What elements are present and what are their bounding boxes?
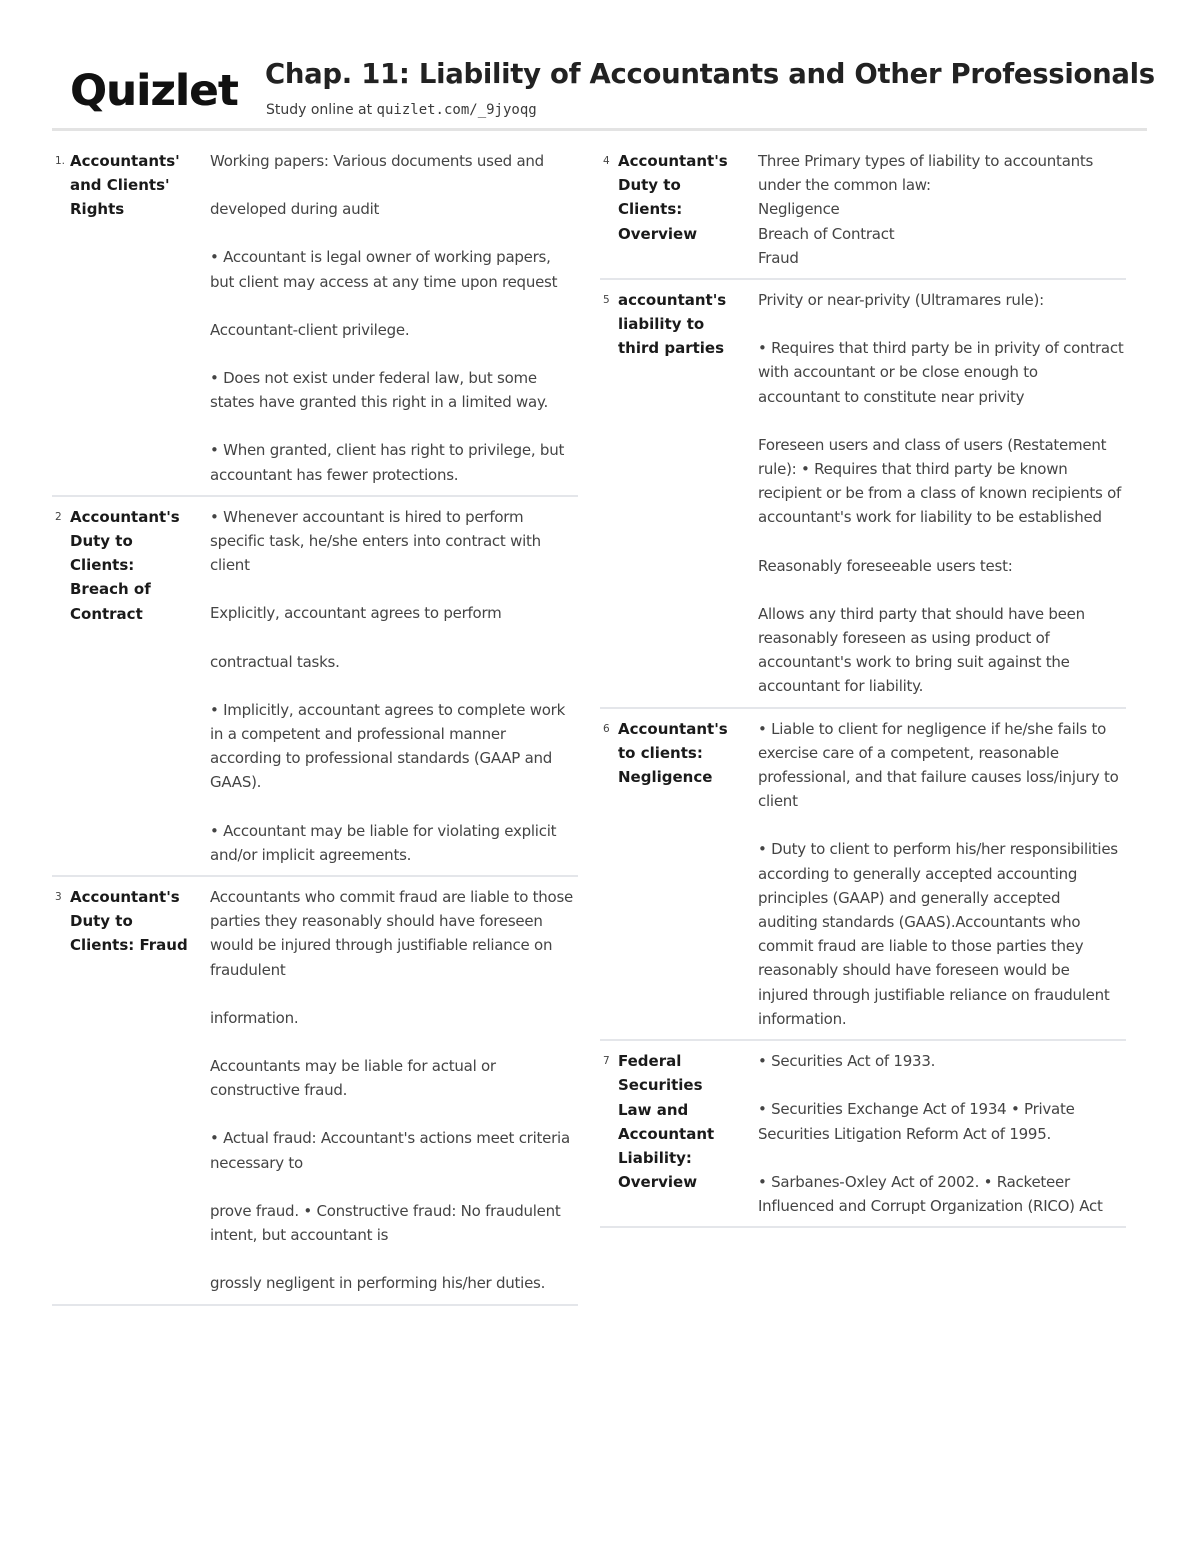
left-column [52,149,578,1314]
card-number: 1. [55,155,66,167]
definition-paragraph: Reasonably foreseeable users test: [758,556,1013,575]
subtitle-prefix: Study online at [266,102,377,118]
definition-paragraph: • Accountant may be liable for violating explicit and/or implicit agreements. [210,821,557,864]
card-definition [758,149,1124,270]
card-term: accountant's liability to third parties [618,291,727,358]
card-number: 7 [603,1055,610,1068]
definition-paragraph: • Does not exist under federal law, but some states have granted this right in a limited way. [210,369,548,412]
definition-paragraph: information. [210,1008,299,1027]
definition-paragraph: • When granted, client has right to privilege, but accountant has fewer protections. [210,441,565,484]
definition-paragraph: • Implicitly, accountant agrees to complete work in a competent and professional manner according to professional standards (GAAP and GAAS). [210,700,566,792]
card-number: 5 [603,294,610,307]
definition-paragraph: grossly negligent in performing his/her duties. [210,1274,546,1293]
card-number: 2 [55,510,62,523]
definition-paragraph: Three Primary types of liability to accountants under the common law: Negligence Breach of Contract Fraud [758,152,1094,267]
card-definition [210,885,576,1295]
definition-paragraph: Accountants may be liable for actual or constructive fraud. [210,1057,496,1100]
card-definition [210,149,576,487]
definition-paragraph: Working papers: Various documents used and [210,152,544,170]
flashcard [52,149,578,497]
card-number: 4 [603,155,610,167]
definition-paragraph: • Actual fraud: Accountant's actions meet criteria necessary to [210,1129,570,1172]
card-definition [758,288,1124,699]
definition-paragraph: prove fraud. • Constructive fraud: No fraudulent intent, but accountant is [210,1201,561,1245]
card-term: Accountant's Duty to Clients: Overview [618,152,728,243]
card-definition [758,1049,1124,1218]
card-term: Accountant's Duty to Clients: Breach of Contract [70,507,180,623]
definition-paragraph: • Sarbanes-Oxley Act of 2002. • Racketeer Influenced and Corrupt Organization (RICO) Act [758,1172,1103,1215]
card-term: Accountant's Duty to Clients: Fraud [70,888,188,955]
definition-paragraph: Privity or near-privity (Ultramares rule): [758,291,1044,310]
quizlet-logo: Quizlet [70,66,238,116]
definition-paragraph: • Securities Exchange Act of 1934 • Private Securities Litigation Reform Act of 1995. [758,1100,1075,1143]
definition-paragraph: • Requires that third party be in privity of contract with accountant or be close enough to accountant to constitute near privity [758,339,1124,406]
definition-paragraph: • Duty to client to perform his/her responsibilities according to generally accepted accounting principles (GAAP) and generally accepted auditing standards (GAAS).Accountants who commit fraud are liable to those parties they reasonably should have foreseen would be injured through justifiable reliance on fraudulent information. [758,840,1118,1028]
definition-paragraph: • Whenever accountant is hired to perform specific task, he/she enters into contract with client [210,507,541,575]
definition-paragraph: Foreseen users and class of users (Restatement rule): • Requires that third party be known recipient or be from a class of known recipients of accountant's work for liability to be established [758,435,1122,527]
card-definition [210,505,576,867]
flashcard [52,505,578,877]
card-term: Federal Securities Law and Accountant Liability: Overview [618,1052,715,1192]
definition-paragraph: • Accountant is legal owner of working papers, but client may access at any time upon request [210,248,558,291]
flashcard [600,149,1126,280]
definition-paragraph: contractual tasks. [210,652,340,671]
definition-paragraph: • Liable to client for negligence if he/she fails to exercise care of a competent, reasonable professional, and that failure causes loss/injury to client [758,719,1119,811]
definition-paragraph: • Securities Act of 1933. [758,1052,936,1071]
right-column [600,149,1126,1236]
header-divider [52,128,1147,131]
flashcard [600,717,1126,1041]
card-definition [758,717,1124,1031]
flashcard [600,288,1126,709]
definition-paragraph: Explicitly, accountant agrees to perform [210,604,502,623]
study-online-subtitle [266,102,537,118]
page-title: Chap. 11: Liability of Accountants and Other Professionals [265,58,1155,90]
card-term: Accountant's to clients: Negligence [618,719,728,787]
flashcard [600,1049,1126,1228]
definition-paragraph: Allows any third party that should have been reasonably foreseen as using product of accountant's work to bring suit against the accountant for liability. [758,604,1085,696]
definition-paragraph: Accountant-client privilege. [210,320,410,339]
study-url: quizlet.com/_9jyoqg [376,102,537,118]
definition-paragraph: developed during audit [210,200,380,219]
card-term: Accountants' and Clients' Rights [70,152,180,219]
card-number: 6 [603,722,610,735]
flashcard [52,885,578,1305]
card-number: 3 [55,891,62,904]
definition-paragraph: Accountants who commit fraud are liable to those parties they reasonably should have foreseen would be injured through justifiable reliance on fraudulent [210,888,574,979]
